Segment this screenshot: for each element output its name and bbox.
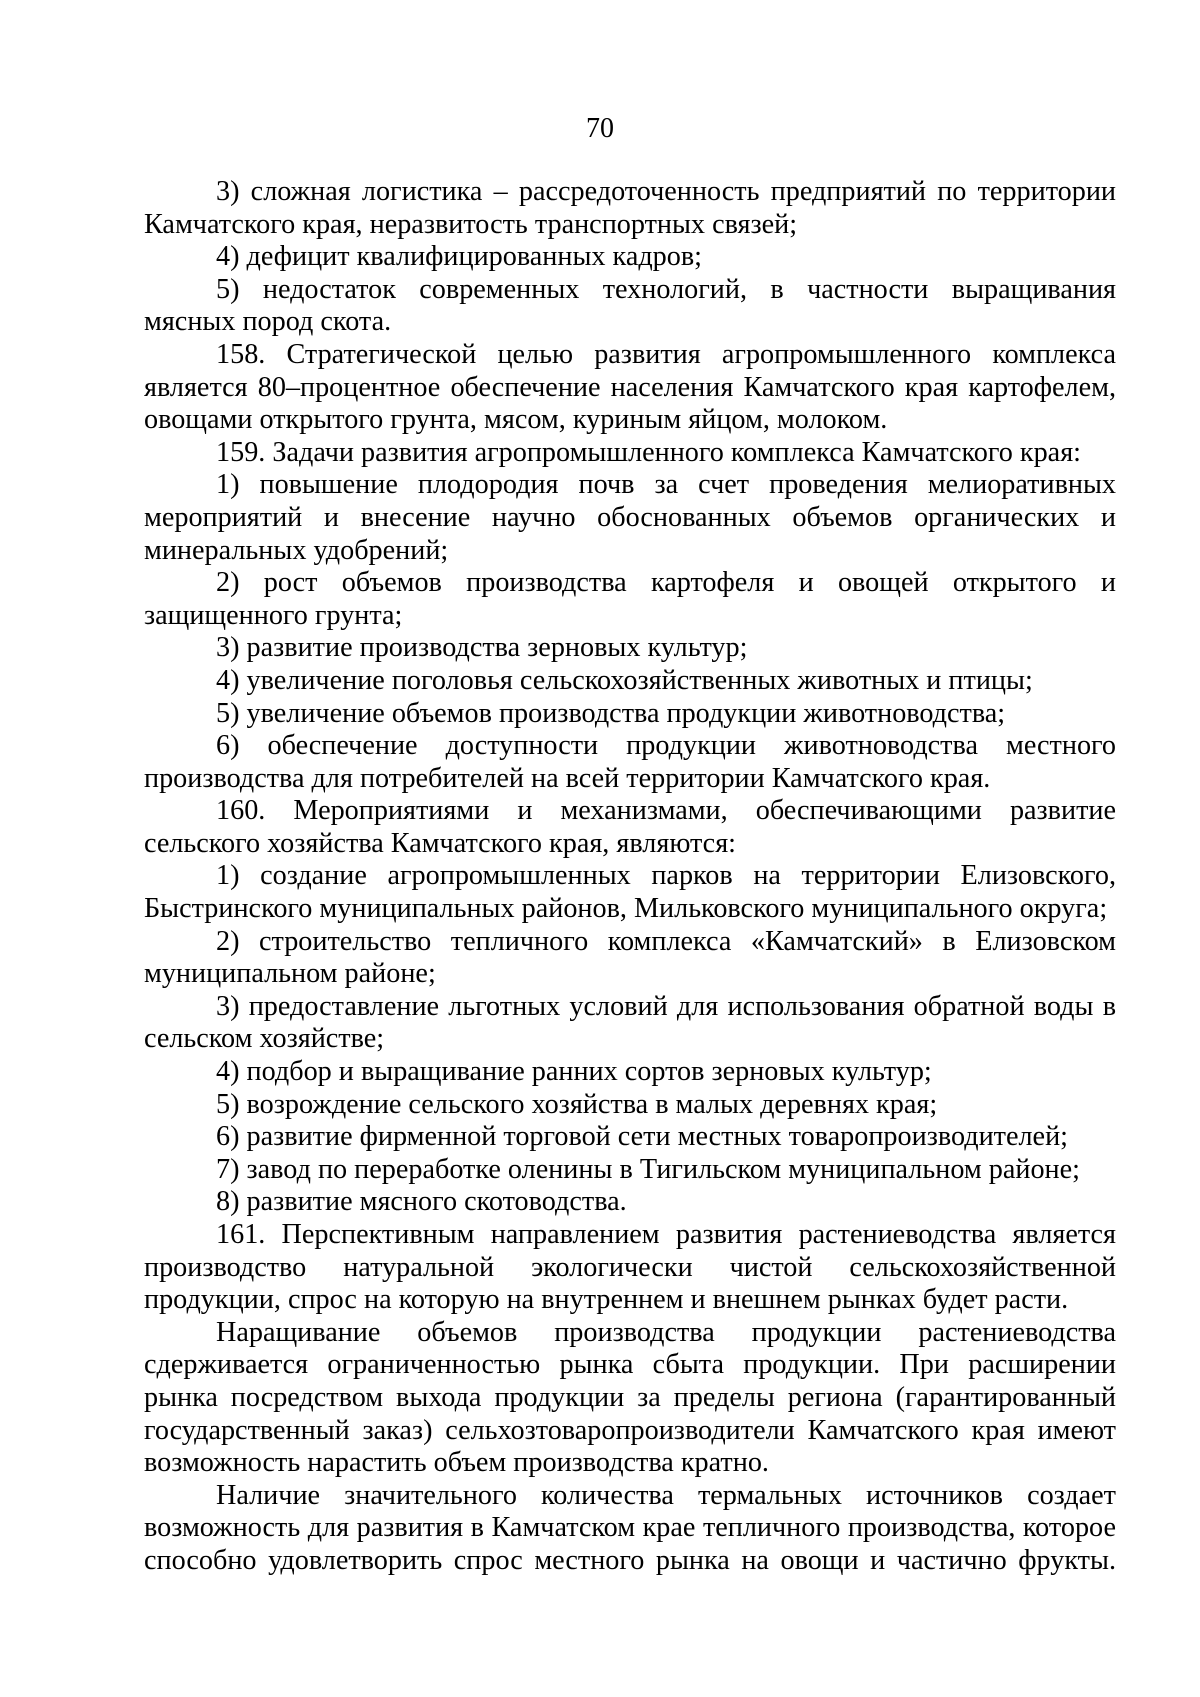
paragraph: 4) дефицит квалифицированных кадров; (216, 241, 703, 273)
paragraph: 1) повышение плодородия почв за счет проведения мелиоративных мероприятий и внесение научно обоснованных объемов органических и минеральных удобрений; (144, 469, 1116, 566)
paragraph: Наращивание объемов производства продукции растениеводства сдерживается ограниченностью рынка сбыта продукции. При расширении рынка посредством выхода продукции за пределы региона (гарантированный государственный заказ) сельхозтоваропроизводители Камчатского края имеют возможность нарастить объем производства кратно. (144, 1316, 1116, 1479)
paragraph: 1) создание агропромышленных парков на территории Елизовского, Быстринского муниципальных районов, Мильковского муниципального округа; (144, 860, 1116, 925)
paragraph: 2) рост объемов производства картофеля и овощей открытого и защищенного грунта; (144, 567, 1116, 631)
paragraph: 4) подбор и выращивание ранних сортов зерновых культур; (216, 1056, 932, 1088)
paragraph: 161. Перспективным направлением развития растениеводства является производство натуральной экологически чистой сельскохозяйственной продукции, спрос на которую на внутреннем и внешнем рынках будет расти. (144, 1219, 1116, 1316)
page-number: 70 (586, 113, 614, 144)
paragraph: 158. Стратегической целью развития агропромышленного комплекса является 80–процентное обеспечение населения Камчатского края картофелем, овощами открытого грунта, мясом, куриным яйцом, молоком. (144, 338, 1116, 436)
paragraph: 159. Задачи развития агропромышленного комплекса Камчатского края: (216, 436, 1081, 468)
paragraph: 3) развитие производства зерновых культур; (216, 632, 748, 664)
paragraph: 5) недостаток современных технологий, в частности выращивания мясных пород скота. (144, 273, 1116, 338)
paragraph: 3) сложная логистика – рассредоточенность предприятий по территории Камчатского края, неразвитость транспортных связей; (144, 176, 1116, 240)
paragraph: 3) предоставление льготных условий для использования обратной воды в сельском хозяйстве; (144, 990, 1116, 1055)
paragraph: 2) строительство тепличного комплекса «Камчатский» в Елизовском муниципальном районе; (144, 925, 1116, 990)
paragraph: 6) развитие фирменной торговой сети местных товаропроизводителей; (216, 1121, 1068, 1153)
paragraph: 4) увеличение поголовья сельскохозяйственных животных и птицы; (216, 664, 1033, 696)
paragraph: 160. Мероприятиями и механизмами, обеспечивающими развитие сельского хозяйства Камчатского края, являются: (144, 795, 1116, 859)
document-body (144, 176, 1116, 1578)
paragraph: 7) завод по переработке оленины в Тигильском муниципальном районе; (216, 1153, 1080, 1185)
paragraph: 5) увеличение объемов производства продукции животноводства; (216, 697, 1006, 729)
paragraph: 6) обеспечение доступности продукции животноводства местного производства для потребителей на всей территории Камчатского края. (144, 730, 1116, 794)
paragraph: 8) развитие мясного скотоводства. (216, 1186, 627, 1218)
paragraph: 5) возрождение сельского хозяйства в малых деревнях края; (216, 1088, 938, 1120)
paragraph: Наличие значительного количества термальных источников создает возможность для развития в Камчатском крае тепличного производства, которое способно удовлетворить спрос местного рынка на овощи и частично фрукты. (144, 1479, 1116, 1576)
